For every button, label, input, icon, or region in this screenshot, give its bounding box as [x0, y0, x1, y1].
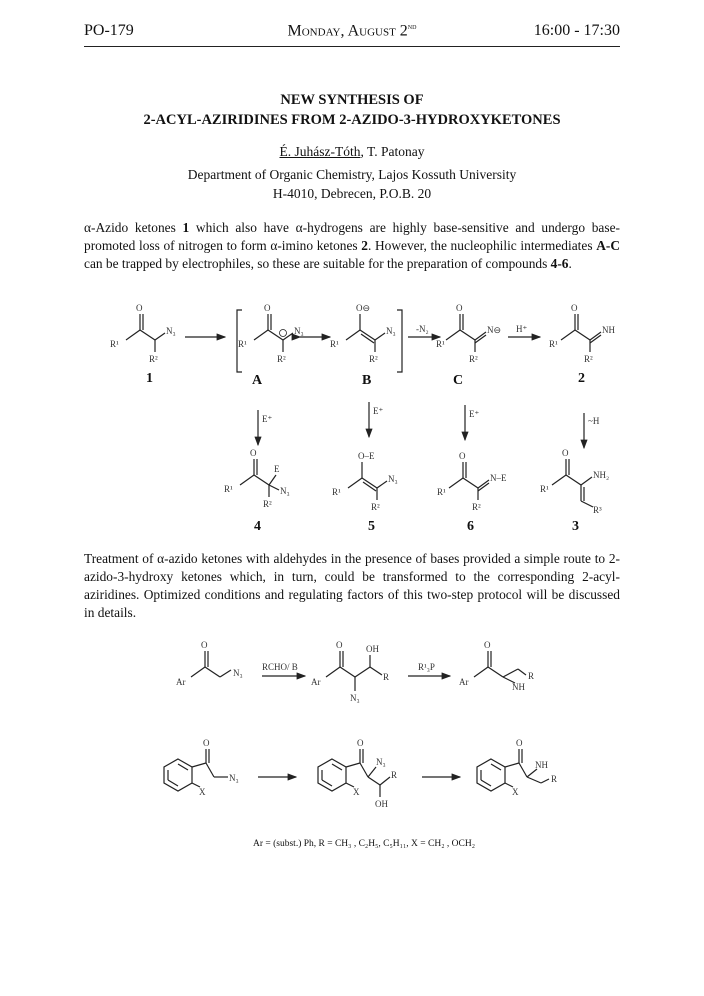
compound-label: 2: [578, 371, 585, 386]
reagent-label: ~H: [588, 416, 600, 426]
benzo-azide-structure: [164, 738, 239, 797]
atom-label: O: [201, 640, 208, 650]
atom-label: O: [571, 303, 578, 313]
atom-label: NH: [512, 682, 525, 692]
day-suffix: nd: [407, 22, 417, 31]
compound-label: C: [453, 373, 464, 388]
reagent-label: E⁺: [262, 414, 273, 424]
atom-label: OH: [366, 644, 379, 654]
compound-label: 3: [572, 519, 579, 534]
reagent-label: R¹₃P: [418, 662, 435, 672]
atom-label: R¹: [437, 487, 446, 497]
atom-label: O: [516, 738, 523, 748]
atom-label: R¹: [436, 339, 445, 349]
intermediate-A-structure: [238, 303, 304, 364]
scheme-3: [164, 738, 557, 849]
reagent-label: H⁺: [516, 324, 528, 334]
p1-text: α-Azido ketones: [84, 220, 183, 235]
bracket-right: [397, 310, 402, 372]
p1-ref: 1: [182, 220, 190, 235]
atom-label: N₃: [294, 326, 304, 336]
compound-label: 4: [254, 519, 261, 534]
atom-label: N–E: [490, 473, 507, 483]
intermediate-C-structure: [436, 303, 501, 364]
poster-code: PO-179: [84, 22, 134, 39]
atom-label: N₃: [350, 693, 360, 703]
atom-label: R¹: [224, 484, 233, 494]
atom-label: R¹: [540, 484, 549, 494]
atom-label: O: [562, 448, 569, 458]
reagent-label: -N₂: [416, 324, 429, 334]
atom-label: N₃: [229, 773, 239, 783]
atom-label: N⊖: [487, 325, 502, 335]
atom-label: N₃: [376, 757, 386, 767]
reagent-label: RCHO/ B: [262, 662, 298, 672]
atom-label: R³: [593, 505, 602, 515]
atom-label: O–E: [358, 451, 375, 461]
session-time: 16:00 - 17:30: [533, 22, 620, 39]
atom-label: R¹: [110, 339, 119, 349]
co-authors: , T. Patonay: [360, 144, 425, 159]
atom-label: R: [383, 672, 390, 682]
atom-label: R: [551, 774, 558, 784]
azido-ketone-structure: [176, 640, 243, 687]
title-line-2: 2-ACYL-AZIRIDINES FROM 2-AZIDO-3-HYDROXYKETONES: [143, 112, 561, 128]
scheme-caption: Ar = (subst.) Ph, R = CH₃ , C₂H₅, C₅H₁₁, X = CH₂ , OCH₂: [252, 839, 476, 849]
compound-label: B: [362, 373, 372, 388]
atom-label: Ar: [459, 677, 469, 687]
atom-label: R²: [371, 502, 380, 512]
atom-label: O: [203, 738, 210, 748]
compound-label: 1: [146, 371, 153, 386]
atom-label: NH₂: [593, 470, 610, 480]
atom-label: O: [264, 303, 271, 313]
compound-2-structure: [549, 303, 615, 364]
reagent-label: E⁺: [373, 406, 384, 416]
acyl-aziridine-structure: [459, 640, 534, 692]
atom-label: R²: [263, 499, 272, 509]
atom-label: R: [391, 770, 398, 780]
atom-label: N₃: [280, 486, 290, 496]
atom-label: N₃: [388, 474, 398, 484]
p1-text: which also have α-hydrogens are highly base-sensitive and undergo base-promoted loss of nitrogen to form α-imino ketones: [84, 220, 620, 253]
atom-label: R²: [584, 354, 593, 364]
atom-label: O: [336, 640, 343, 650]
benzo-hydroxy-azide-structure: [318, 738, 397, 809]
day-text: Monday, August 2: [287, 22, 408, 40]
compound-label: 5: [368, 519, 375, 534]
compound-1-structure: [110, 303, 176, 364]
atom-label: N₃: [386, 326, 396, 336]
atom-label: X: [199, 787, 206, 797]
affiliation-line-1: Department of Organic Chemistry, Lajos Kossuth University: [187, 167, 517, 182]
p1-ref: 2: [361, 238, 368, 253]
title-line-1: NEW SYNTHESIS OF: [280, 92, 424, 108]
compound-5-structure: [332, 451, 398, 512]
atom-label: R: [528, 671, 535, 681]
atom-label: R¹: [238, 339, 247, 349]
compound-3-structure: [540, 448, 609, 515]
atom-label: O⊖: [356, 303, 371, 313]
compound-label: A: [252, 373, 263, 388]
atom-label: NH: [602, 325, 615, 335]
atom-label: X: [353, 787, 360, 797]
atom-label: R²: [277, 354, 286, 364]
atom-label: R²: [472, 502, 481, 512]
atom-label: NH: [535, 760, 548, 770]
compound-4-structure: [224, 448, 290, 509]
atom-label: O: [484, 640, 491, 650]
hydroxy-azido-ketone-structure: [311, 640, 389, 703]
p1-text: .: [568, 256, 572, 271]
atom-label: Ar: [311, 677, 321, 687]
atom-label: N₃: [166, 326, 176, 336]
atom-label: R²: [469, 354, 478, 364]
atom-label: R¹: [330, 339, 339, 349]
p1-ref: 4-6: [550, 256, 569, 271]
atom-label: O: [459, 451, 466, 461]
atom-label: Ar: [176, 677, 186, 687]
affiliation-line-2: H-4010, Debrecen, P.O.B. 20: [272, 186, 432, 201]
atom-label: O: [456, 303, 463, 313]
atom-label: O: [250, 448, 257, 458]
atom-label: R²: [149, 354, 158, 364]
intermediate-B-structure: [330, 303, 396, 364]
p1-text: . However, the nucleophilic intermediates: [367, 238, 597, 253]
atom-label: X: [512, 787, 519, 797]
atom-label: O: [357, 738, 364, 748]
p1-ref: A-C: [596, 238, 621, 253]
compound-6-structure: [437, 451, 507, 512]
atom-label: OH: [375, 799, 388, 809]
atom-label: R¹: [549, 339, 558, 349]
compound-label: 6: [467, 519, 474, 534]
benzo-aziridine-structure: [477, 738, 557, 797]
atom-label: R²: [369, 354, 378, 364]
presenting-author: É. Juhász-Tóth: [279, 144, 361, 159]
atom-label: N₃: [233, 668, 243, 678]
reagent-label: E⁺: [469, 409, 480, 419]
scheme-1: [110, 303, 615, 534]
atom-label: E: [274, 464, 280, 474]
paragraph-2: Treatment of α-azido ketones with aldehydes in the presence of bases provided a simple route to 2-azido-3-hydroxy ketones which, in turn, could be transformed to the corresponding 2-acyl-aziridines. Optimized conditions and regulating factors of this two-step protocol will be discussed in details.: [84, 551, 620, 620]
scheme-2: [176, 640, 534, 703]
atom-label: R¹: [332, 487, 341, 497]
p1-text: can be trapped by electrophiles, so these are suitable for the preparation of compounds: [84, 256, 551, 271]
atom-label: O: [136, 303, 143, 313]
